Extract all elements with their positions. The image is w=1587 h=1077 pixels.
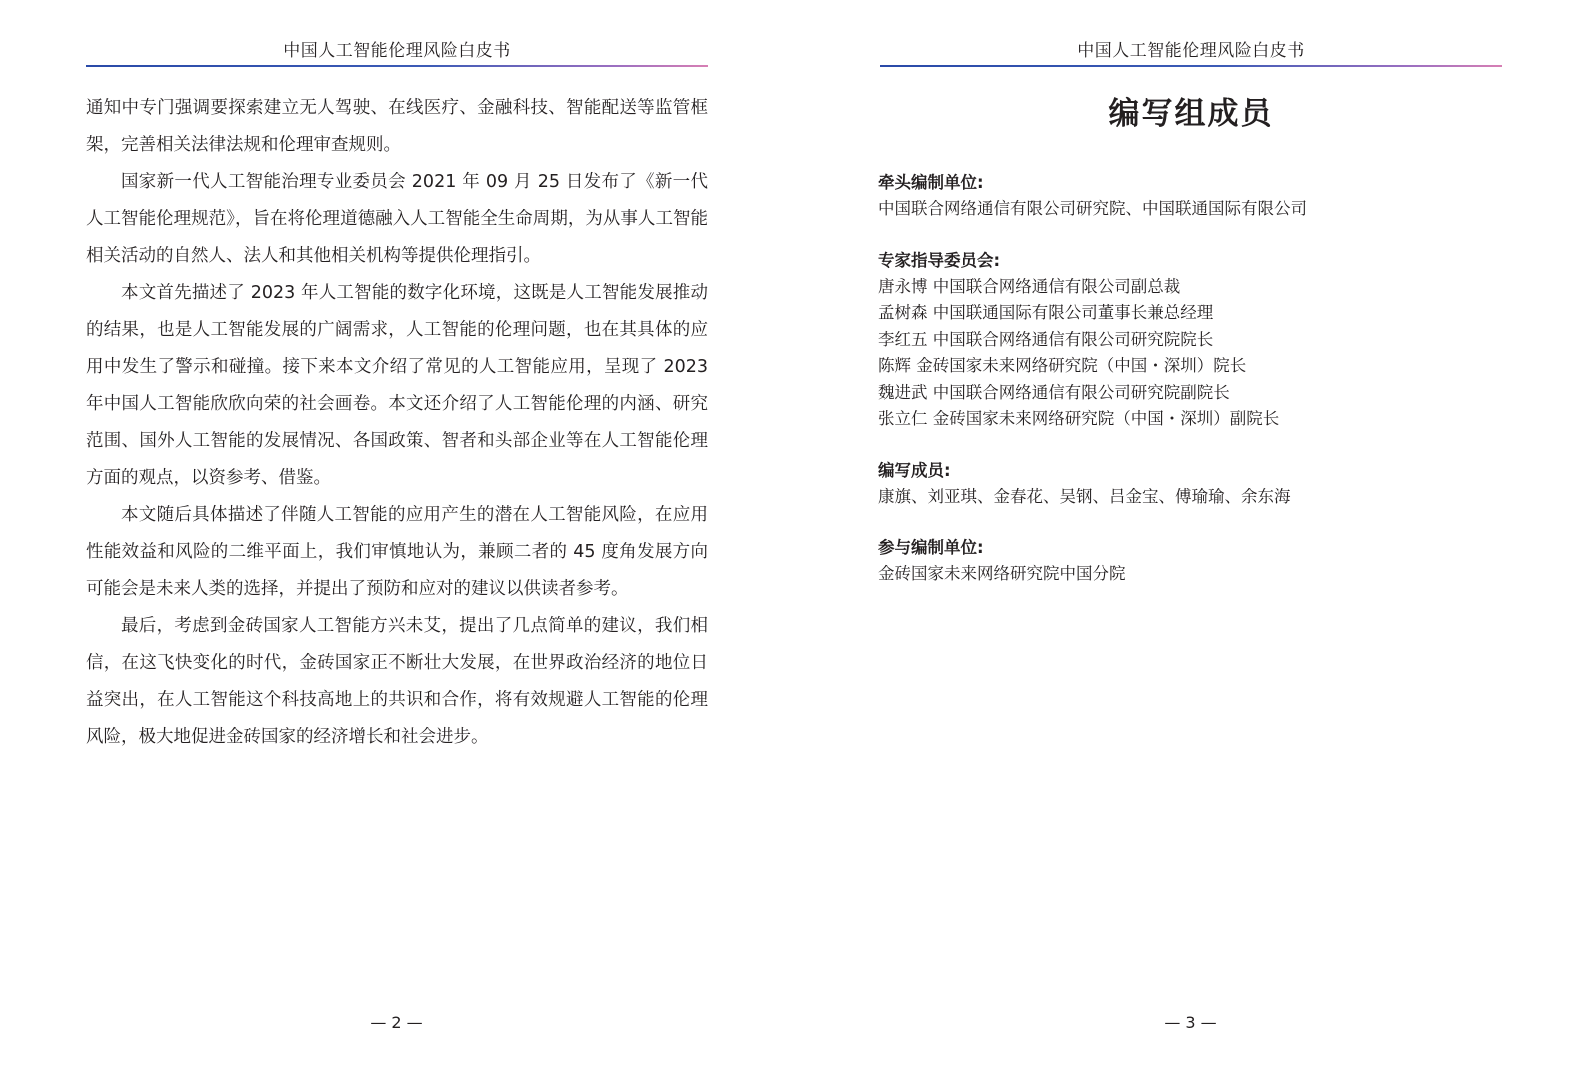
body-text xyxy=(86,90,708,756)
header-rule xyxy=(880,65,1502,67)
paragraph: 本文首先描述了 2023 年人工智能的数字化环境，这既是人工智能发展推动的结果，也是人工智能发展的广阔需求，人工智能的伦理问题，也在其具体的应用中发生了警示和碰撞。接下来本文介绍了常见的人工智能应用，呈现了 2023 年中国人工智能欣欣向荣的社会画卷。本文还介绍了人工智能伦理的内涵、研究范围、国外人工智能的发展情况、各国政策、智者和头部企业等在人工智能伦理方面的观点，以资参考、借鉴。 xyxy=(86,283,708,488)
page-number: — 3 — xyxy=(1164,1013,1217,1032)
group-writers xyxy=(878,458,1518,511)
group-line: 中国联合网络通信有限公司研究院、中国联通国际有限公司 xyxy=(878,199,1307,218)
running-header: 中国人工智能伦理风险白皮书 xyxy=(1077,41,1305,61)
paragraph: 通知中专门强调要探索建立无人驾驶、在线医疗、金融科技、智能配送等监管框架，完善相关法律法规和伦理审查规则。 xyxy=(86,98,708,155)
group-label: 参与编制单位: xyxy=(878,538,984,557)
group-line: 陈辉 金砖国家未来网络研究院（中国・深圳）院长 xyxy=(878,356,1247,375)
paragraph: 国家新一代人工智能治理专业委员会 2021 年 09 月 25 日发布了《新一代人工智能伦理规范》，旨在将伦理道德融入人工智能全生命周期，为从事人工智能相关活动的自然人、法人和其他相关机构等提供伦理指引。 xyxy=(86,172,708,266)
group-line: 康旗、刘亚琪、金春花、吴钢、吕金宝、傅瑜瑜、余东海 xyxy=(878,486,1291,506)
right-page xyxy=(794,0,1587,1077)
members-list xyxy=(878,170,1518,613)
group-line: 金砖国家未来网络研究院中国分院 xyxy=(878,564,1126,583)
paragraph: 最后，考虑到金砖国家人工智能方兴未艾，提出了几点简单的建议，我们相信，在这飞快变化的时代，金砖国家正不断壮大发展，在世界政治经济的地位日益突出，在人工智能这个科技高地上的共识和合作，将有效规避人工智能的伦理风险，极大地促进金砖国家的经济增长和社会进步。 xyxy=(86,616,708,747)
group-lead-unit xyxy=(878,170,1518,223)
group-label: 专家指导委员会: xyxy=(878,250,1001,270)
group-line: 魏进武 中国联合网络通信有限公司研究院副院长 xyxy=(878,382,1230,402)
group-line: 张立仁 金砖国家未来网络研究院（中国・深圳）副院长 xyxy=(878,409,1280,428)
group-line: 唐永博 中国联合网络通信有限公司副总裁 xyxy=(878,276,1181,296)
group-line: 孟树森 中国联通国际有限公司董事长兼总经理 xyxy=(878,303,1214,322)
header-rule xyxy=(86,65,708,67)
paragraph: 本文随后具体描述了伴随人工智能的应用产生的潜在人工智能风险，在应用性能效益和风险的二维平面上，我们审慎地认为，兼顾二者的 45 度角发展方向可能会是未来人类的选择，并提出了预防和应对的建议以供读者参考。 xyxy=(86,505,708,599)
left-page xyxy=(0,0,793,1077)
running-header: 中国人工智能伦理风险白皮书 xyxy=(283,41,511,61)
group-label: 牵头编制单位: xyxy=(878,173,984,192)
group-participating-unit xyxy=(878,535,1518,588)
page-number: — 2 — xyxy=(370,1013,423,1032)
section-title: 编写组成员 xyxy=(1108,96,1274,132)
group-expert-committee xyxy=(878,248,1518,433)
group-label: 编写成员: xyxy=(878,460,951,480)
group-line: 李红五 中国联合网络通信有限公司研究院院长 xyxy=(878,329,1214,349)
